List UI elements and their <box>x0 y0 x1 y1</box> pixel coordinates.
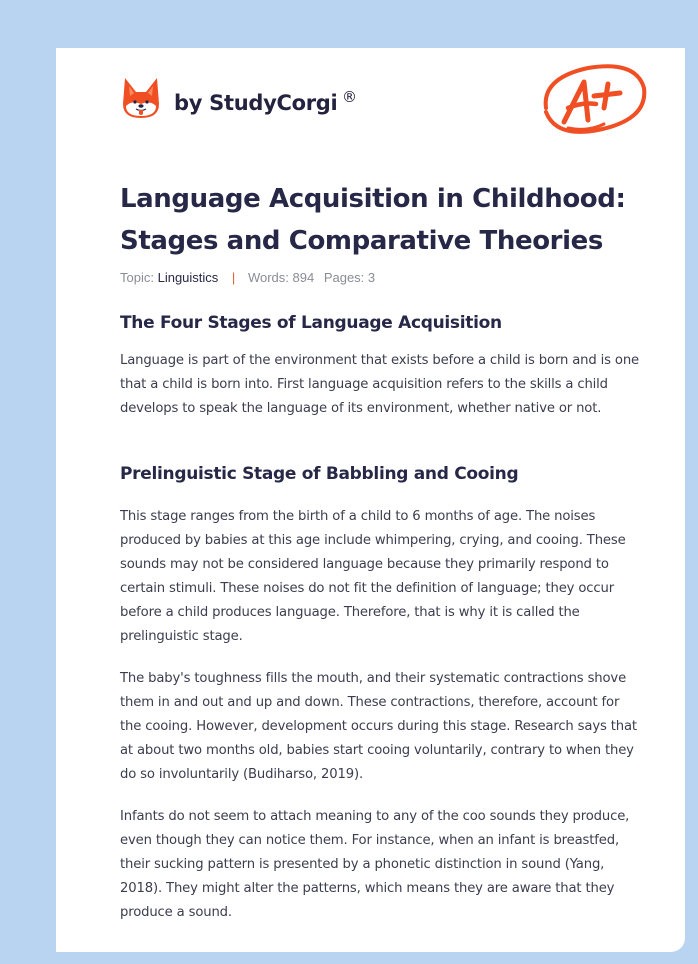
section-heading: The Four Stages of Language Acquisition <box>120 313 502 333</box>
brand-name[interactable]: by StudyCorgi <box>174 91 338 115</box>
page-count: Pages: 3 <box>323 270 376 285</box>
article-meta <box>120 270 375 285</box>
word-count: Words: 894 <box>247 270 315 285</box>
paragraph: Infants do not seem to attach meaning to any of the coo sounds they produce, even though they can notice them. For instance, when an infant is breastfed, their sucking pattern is presented by a phonetic distinction in sound (Yang, 2018). They might alter the patterns, which means they are aware that they produce a sound. <box>120 809 630 920</box>
document-card <box>56 48 685 952</box>
meta-separator: | <box>231 270 236 285</box>
corgi-icon <box>122 76 160 120</box>
a-plus-icon <box>538 58 650 142</box>
registered-mark: ® <box>342 88 357 106</box>
paragraph: The baby's toughness fills the mouth, and their systematic contractions shove them in and out and up and down. These contractions, therefore, account for the cooing. However, development occurs during this stage. Research says that at about two months old, babies start cooing voluntarily, contrary to when they do so involuntarily (Budiharso, 2019). <box>120 671 637 782</box>
paragraph: This stage ranges from the birth of a child to 6 months of age. The noises produced by babies at this age include whimpering, crying, and cooing. These sounds may not be considered language because they primarily respond to certain stimuli. These noises do not fit the definition of language; they occur before a child produces language. Therefore, that is why it is called the prelinguistic stage. <box>120 509 626 644</box>
a-plus-badge <box>538 58 650 147</box>
topic-label: Topic: <box>120 270 154 285</box>
brand-logo[interactable] <box>122 76 160 120</box>
topic-link[interactable]: Linguistics <box>157 270 219 285</box>
section-heading: Prelinguistic Stage of Babbling and Cooing <box>120 464 519 484</box>
paragraph: Language is part of the environment that exists before a child is born and is one that a child is born into. First language acquisition refers to the skills a child develops to speak the language of its environment, whether native or not. <box>120 353 640 416</box>
article-title: Language Acquisition in Childhood: Stages and Comparative Theories <box>120 184 626 256</box>
